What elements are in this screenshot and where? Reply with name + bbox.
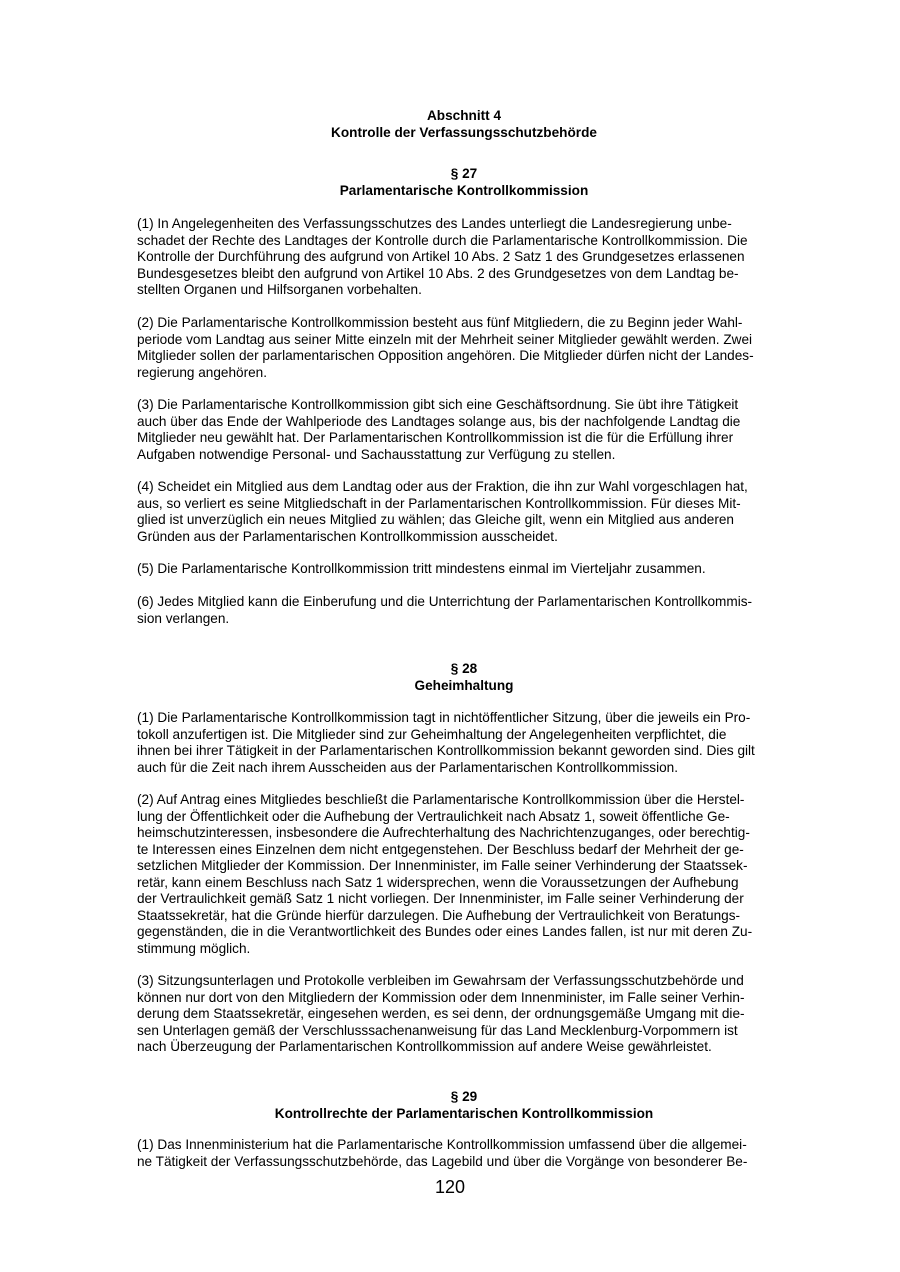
- text-line: Mitglieder neu gewählt hat. Der Parlamentarischen Kontrollkommission ist die für die Erfüllung ihrer: [137, 430, 734, 445]
- paragraph-28-title: Geheimhaltung: [414, 678, 514, 693]
- text-line: Bundesgesetzes bleibt den aufgrund von Artikel 10 Abs. 2 des Grundgesetzes von dem Landtag be-: [137, 265, 739, 281]
- paragraph-28-heading: [137, 660, 791, 694]
- p27-subsection-6: [137, 594, 791, 627]
- text-line: (6) Jedes Mitglied kann die Einberufung und die Unterrichtung der Parlamentarischen Kontrollkommis-: [137, 594, 753, 609]
- paragraph-29-heading: [137, 1088, 791, 1122]
- p27-subsection-5: [137, 561, 791, 578]
- section-number: Abschnitt 4: [426, 108, 501, 123]
- text-line: tokoll anzufertigen ist. Die Mitglieder sind zur Geheimhaltung der Angelegenheiten verpflichtet, die: [137, 726, 727, 742]
- text-line: ne Tätigkeit der Verfassungsschutzbehörde, das Lagebild und über die Vorgänge von besonderer Be-: [137, 1153, 748, 1169]
- p27-subsection-1: [137, 216, 791, 299]
- text-line: Staatssekretär, hat die Gründe hierfür darzulegen. Die Aufhebung der Vertraulichkeit von Beratungs-: [137, 907, 741, 923]
- paragraph-29-number: § 29: [450, 1089, 478, 1104]
- p28-subsection-1: [137, 710, 791, 776]
- text-line: heimschutzinteressen, insbesondere die Aufrechterhaltung des Nachrichtenzuganges, oder berechtig-: [137, 825, 750, 840]
- text-line: lung der Öffentlichkeit oder die Aufhebung der Vertraulichkeit nach Absatz 1, soweit öffentliche Ge-: [137, 808, 730, 824]
- section-heading: [137, 107, 791, 141]
- text-line: (4) Scheidet ein Mitglied aus dem Landtag oder aus der Fraktion, die ihn zur Wahl vorgeschlagen hat,: [137, 479, 748, 494]
- text-line: (3) Die Parlamentarische Kontrollkommission gibt sich eine Geschäftsordnung. Sie übt ihre Tätigkeit: [137, 397, 739, 412]
- text-line: Mitglieder sollen der parlamentarischen Opposition angehören. Die Mitglieder dürfen nicht der Landes-: [137, 348, 754, 363]
- text-line: auch für die Zeit nach ihrem Ausscheiden aus der Parlamentarischen Kontrollkommission.: [137, 759, 678, 775]
- text-line: nach Überzeugung der Parlamentarischen Kontrollkommission auf andere Weise gewährleistet.: [137, 1039, 712, 1054]
- p27-subsection-3: [137, 397, 791, 463]
- page-number: 120: [434, 1177, 466, 1197]
- text-line: setzlichen Mitglieder der Kommission. Der Innenminister, im Falle seiner Verhinderung der Staatssek-: [137, 858, 748, 873]
- text-line: auch über das Ende der Wahlperiode des Landtages solange aus, bis der nachfolgende Landtag die: [137, 413, 741, 429]
- text-line: aus, so verliert es seine Mitgliedschaft in der Parlamentarischen Kontrollkommission. Für dieses Mit-: [137, 495, 741, 511]
- text-line: (1) Die Parlamentarische Kontrollkommission tagt in nichtöffentlicher Sitzung, über die jeweils ein Pro-: [137, 710, 751, 725]
- paragraph-27-heading: [137, 165, 791, 199]
- text-line: stimmung möglich.: [137, 940, 251, 956]
- text-line: stellten Organen und Hilfsorganen vorbehalten.: [137, 282, 422, 297]
- paragraph-29-title: Kontrollrechte der Parlamentarischen Kontrollkommission: [274, 1106, 654, 1121]
- p28-subsection-3: [137, 973, 791, 1056]
- p29-subsection-1: [137, 1137, 791, 1170]
- text-line: Aufgaben notwendige Personal- und Sachausstattung zur Verfügung zu stellen.: [137, 446, 616, 462]
- text-line: Gründen aus der Parlamentarischen Kontrollkommission ausscheidet.: [137, 528, 558, 544]
- p27-subsection-4: [137, 479, 791, 545]
- text-line: retär, kann einem Beschluss nach Satz 1 widersprechen, wenn die Voraussetzungen der Aufhebung: [137, 874, 739, 890]
- text-line: glied ist unverzüglich ein neues Mitglied zu wählen; das Gleiche gilt, wenn ein Mitglied aus anderen: [137, 512, 734, 527]
- text-line: sion verlangen.: [137, 610, 230, 626]
- text-line: der Vertraulichkeit gemäß Satz 1 nicht vorliegen. Der Innenminister, im Falle seiner Verhinderung der: [137, 891, 744, 906]
- text-line: te Interessen eines Einzelnen dem nicht entgegenstehen. Der Beschluss bedarf der Mehrheit der ge-: [137, 841, 744, 857]
- paragraph-27-title: Parlamentarische Kontrollkommission: [339, 183, 589, 198]
- text-line: (5) Die Parlamentarische Kontrollkommission tritt mindestens einmal im Vierteljahr zusammen.: [137, 561, 706, 576]
- text-line: können nur dort von den Mitgliedern der Kommission oder dem Innenminister, im Falle seiner Verhin-: [137, 989, 745, 1005]
- text-line: (1) In Angelegenheiten des Verfassungsschutzes des Landes unterliegt die Landesregierung unbe-: [137, 216, 732, 231]
- paragraph-27-number: § 27: [450, 166, 478, 181]
- text-line: (3) Sitzungsunterlagen und Protokolle verbleiben im Gewahrsam der Verfassungsschutzbehörde und: [137, 973, 744, 988]
- text-line: gegenständen, die in die Verantwortlichkeit des Bundes oder eines Landes fallen, ist nur mit deren Zu-: [137, 924, 753, 939]
- text-line: sen Unterlagen gemäß der Verschlusssachenanweisung für das Land Mecklenburg-Vorpommern ist: [137, 1022, 738, 1038]
- text-line: schadet der Rechte des Landtages der Kontrolle durch die Parlamentarische Kontrollkommission. Die: [137, 232, 748, 248]
- p28-subsection-2: [137, 792, 791, 957]
- text-line: Kontrolle der Durchführung des aufgrund von Artikel 10 Abs. 2 Satz 1 des Grundgesetzes erlassenen: [137, 249, 745, 264]
- text-line: (2) Die Parlamentarische Kontrollkommission besteht aus fünf Mitgliedern, die zu Beginn jeder Wahl-: [137, 315, 743, 330]
- text-line: ihnen bei ihrer Tätigkeit in der Parlamentarischen Kontrollkommission bekannt geworden sind. Dies gilt: [137, 743, 755, 758]
- p27-subsection-2: [137, 315, 791, 381]
- section-title: Kontrolle der Verfassungsschutzbehörde: [331, 125, 597, 140]
- text-line: (1) Das Innenministerium hat die Parlamentarische Kontrollkommission umfassend über die allgemei-: [137, 1137, 747, 1152]
- paragraph-28-number: § 28: [450, 661, 478, 676]
- text-line: (2) Auf Antrag eines Mitgliedes beschließt die Parlamentarische Kontrollkommission über die Herstel-: [137, 792, 745, 807]
- text-line: derung dem Staatssekretär, eingesehen werden, es sei denn, der ordnungsgemäße Umgang mit die-: [137, 1006, 745, 1021]
- text-line: regierung angehören.: [137, 364, 267, 380]
- text-line: periode vom Landtag aus seiner Mitte einzeln mit der Mehrheit seiner Mitglieder gewählt werden. Zwei: [137, 331, 753, 347]
